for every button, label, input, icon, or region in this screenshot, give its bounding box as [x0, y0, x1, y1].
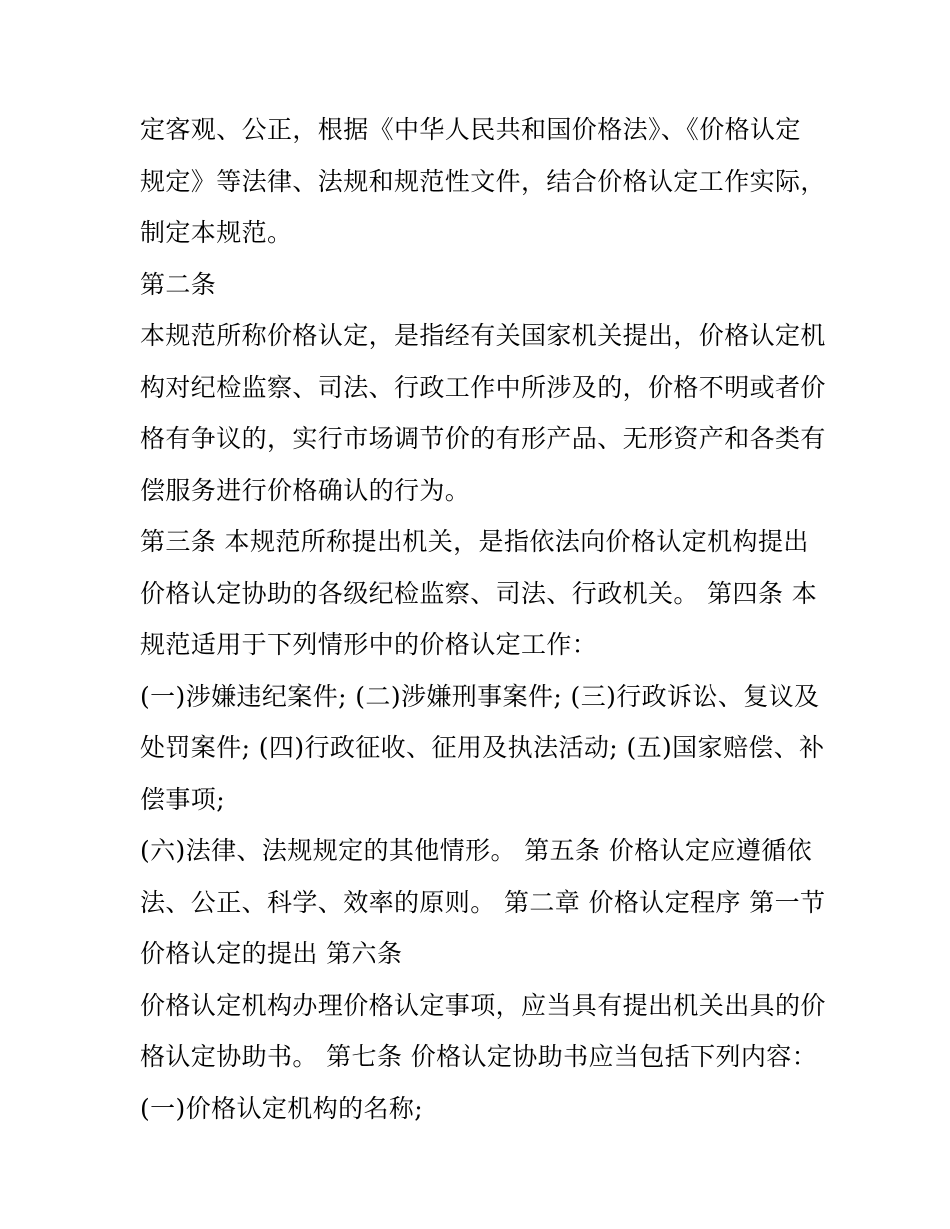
text-line-20: (一)价格认定机构的名称; [140, 1093, 424, 1123]
text-line-15: (六)法律、法规规定的其他情形。 第五条 价格认定应遵循依 [140, 836, 813, 865]
text-line-9: 第三条 本规范所称提出机关，是指依法向价格认定机构提出 [140, 527, 809, 556]
text-line-13: 处罚案件; (四)行政征收、征用及执法活动; (五)国家赔偿、补 [140, 733, 825, 762]
text-line-2: 规定》等法律、法规和规范性文件，结合价格认定工作实际， [140, 166, 826, 196]
document-body [140, 104, 826, 1134]
text-line-17: 价格认定的提出 第六条 [140, 939, 403, 968]
text-line-14: 偿事项; [140, 784, 226, 814]
text-line-12: (一)涉嫌违纪案件; (二)涉嫌刑事案件; (三)行政诉讼、复议及 [140, 681, 820, 711]
text-line-1: 定客观、公正，根据《中华人民共和国价格法》、《价格认定 [140, 115, 801, 144]
text-line-5: 本规范所称价格认定，是指经有关国家机关提出，价格认定机 [140, 321, 826, 350]
text-line-10: 价格认定协助的各级纪检监察、司法、行政机关。 第四条 本 [140, 578, 818, 608]
text-line-8: 偿服务进行价格确认的行为。 [140, 475, 471, 505]
text-line-16: 法、公正、科学、效率的原则。 第二章 价格认定程序 第一节 [140, 887, 826, 917]
text-line-3: 制定本规范。 [140, 218, 293, 247]
text-line-6: 构对纪检监察、司法、行政工作中所涉及的，价格不明或者价 [140, 372, 826, 402]
text-line-11: 规范适用于下列情形中的价格认定工作： [140, 630, 598, 659]
article-heading-2: 第二条 [140, 269, 217, 299]
text-line-7: 格有争议的，实行市场调节价的有形产品、无形资产和各类有 [140, 424, 826, 453]
text-line-18: 价格认定机构办理价格认定事项，应当具有提出机关出具的价 [140, 990, 826, 1020]
text-line-19: 格认定协助书。 第七条 价格认定协助书应当包括下列内容： [140, 1042, 818, 1071]
